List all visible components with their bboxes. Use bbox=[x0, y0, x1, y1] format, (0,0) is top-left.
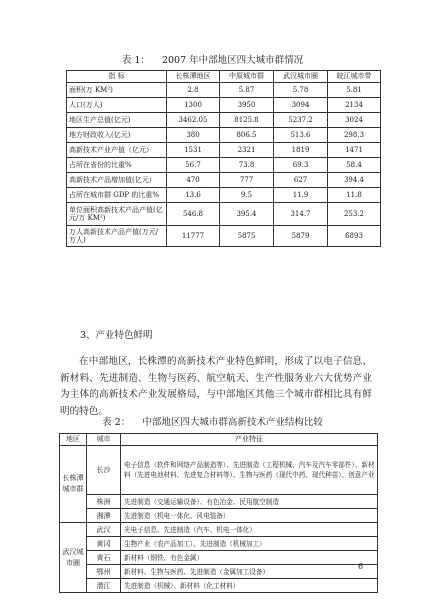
table2-caption: 表 2： 中部地区四大城市群高新技术产业结构比较 bbox=[102, 417, 323, 428]
city-cell: 黄石 bbox=[87, 551, 121, 565]
table1-caption: 表 1： 2007 年中部地区四大城市群情况 bbox=[121, 55, 304, 66]
cell-value: 5.87 bbox=[220, 83, 274, 98]
feature-cell: 光电子信息、先进制造（汽车、机电一体化） bbox=[121, 523, 378, 537]
cell-value: 380 bbox=[167, 128, 220, 143]
table1-header-indicator: 指 标 bbox=[67, 71, 167, 83]
cell-value: 3462.05 bbox=[167, 113, 220, 128]
table-row bbox=[67, 226, 381, 247]
body-paragraph: 在中部地区，长株潭的高新技术产业特色鲜明，形成了以电子信息、新材料、先进制造、生物与医药、航空航天、生产性服务业六大优势产业为主体的高新技术产业发展格局，与中部地区其他三个城市群相比具有鲜明的特色。 bbox=[60, 356, 372, 417]
cell-value: 253.2 bbox=[328, 203, 381, 226]
cell-value: 11.9 bbox=[274, 188, 328, 203]
cell-value: 2321 bbox=[220, 143, 274, 158]
cell-value: 395.4 bbox=[220, 203, 274, 226]
row-label: 高新技术产品增加值(亿元） bbox=[67, 173, 167, 188]
table-row bbox=[67, 203, 381, 226]
region-cell: 长株潭城市群 bbox=[60, 446, 87, 523]
cell-value: 73.8 bbox=[220, 158, 274, 173]
row-label: 人口(万人) bbox=[67, 98, 167, 113]
row-label: 地区生产总值(亿元) bbox=[67, 113, 167, 128]
table-row bbox=[60, 523, 378, 537]
region-cell: 武汉城市圈 bbox=[60, 523, 87, 593]
row-label: 万人高新技术产品产值(万元/万人) bbox=[67, 226, 167, 247]
cell-value: 394.4 bbox=[328, 173, 381, 188]
table-row bbox=[60, 579, 378, 593]
cell-value: 5.81 bbox=[328, 83, 381, 98]
cell-value: 2134 bbox=[328, 98, 381, 113]
cell-value: 11777 bbox=[167, 226, 220, 247]
row-label: 占所在城市群 GDP 的比重% bbox=[67, 188, 167, 203]
city-cell: 鄂州 bbox=[87, 565, 121, 579]
feature-cell: 先进制造（机电一体化、风电装备） bbox=[121, 509, 378, 523]
table1-header-changzhutan: 长株潭地区 bbox=[167, 71, 220, 83]
feature-cell: 新材料、生物与医药、先进制造（金属加工设备） bbox=[121, 565, 378, 579]
table-row bbox=[60, 495, 378, 509]
cell-value: 627 bbox=[274, 173, 328, 188]
cell-value: 13.6 bbox=[167, 188, 220, 203]
cell-value: 6893 bbox=[328, 226, 381, 247]
feature-cell: 先进制造（机械）、新材料（化工材料） bbox=[121, 579, 378, 593]
city-cell: 株洲 bbox=[87, 495, 121, 509]
cell-value: 806.5 bbox=[220, 128, 274, 143]
table-row bbox=[67, 173, 381, 188]
cell-value: 69.3 bbox=[274, 158, 328, 173]
cell-value: 1300 bbox=[167, 98, 220, 113]
table1-header-wanjiang: 皖江城市带 bbox=[328, 71, 381, 83]
city-cell: 湘潭 bbox=[87, 509, 121, 523]
table-row bbox=[67, 158, 381, 173]
row-label: 面积(万 KM²) bbox=[67, 83, 167, 98]
cell-value: 546.8 bbox=[167, 203, 220, 226]
table2-header-feature: 产业特征 bbox=[121, 434, 378, 446]
city-cell: 武汉 bbox=[87, 523, 121, 537]
cell-value: 314.7 bbox=[274, 203, 328, 226]
cell-value: 5879 bbox=[274, 226, 328, 247]
page-number: 6 bbox=[358, 562, 364, 571]
row-label: 占所在省份的比重% bbox=[67, 158, 167, 173]
table-row bbox=[60, 509, 378, 523]
cell-value: 2.8 bbox=[167, 83, 220, 98]
cell-value: 513.6 bbox=[274, 128, 328, 143]
cell-value: 5875 bbox=[220, 226, 274, 247]
cell-value: 3094 bbox=[274, 98, 328, 113]
cell-value: 298.3 bbox=[328, 128, 381, 143]
cell-value: 470 bbox=[167, 173, 220, 188]
row-label: 地方财政收入(亿元) bbox=[67, 128, 167, 143]
table2-header-region: 地区 bbox=[60, 434, 87, 446]
table2-header-row bbox=[60, 434, 378, 446]
cell-value: 5.78 bbox=[274, 83, 328, 98]
feature-cell: 新材料（钢铁、有色金属） bbox=[121, 551, 378, 565]
cell-value: 777 bbox=[220, 173, 274, 188]
city-cell: 黄冈 bbox=[87, 537, 121, 551]
row-label: 单位面积高新技术产品产值(亿元/万 KM²) bbox=[67, 203, 167, 226]
table-row bbox=[67, 143, 381, 158]
table1-header-wuhan: 武汉城市圈 bbox=[274, 71, 328, 83]
cell-value: 9.5 bbox=[220, 188, 274, 203]
row-label: 高新技术产业产值（亿元） bbox=[67, 143, 167, 158]
table-row bbox=[60, 565, 378, 579]
cell-value: 1531 bbox=[167, 143, 220, 158]
table-row bbox=[67, 113, 381, 128]
table-row bbox=[60, 537, 378, 551]
table1-header-row bbox=[67, 71, 381, 83]
table-row bbox=[67, 188, 381, 203]
cell-value: 1819 bbox=[274, 143, 328, 158]
cell-value: 1471 bbox=[328, 143, 381, 158]
cell-value: 3024 bbox=[328, 113, 381, 128]
cell-value: 5237.2 bbox=[274, 113, 328, 128]
section-heading: 3、产业特色鲜明 bbox=[80, 330, 153, 341]
feature-cell: 电子信息（软件和网络产品制造等）、先进制造（工程机械、汽车及汽车零部件）、新材料（先进电池材料、先进复合材料等）、生物与医药（现代中药、现代种苗）、创意产业 bbox=[121, 446, 378, 495]
feature-cell: 先进制造（交通运输设备）、有色冶金、民用航空制造 bbox=[121, 495, 378, 509]
cell-value: 58.4 bbox=[328, 158, 381, 173]
cell-value: 56.7 bbox=[167, 158, 220, 173]
feature-cell: 生物产业（农产品加工）、先进制造（机械加工） bbox=[121, 537, 378, 551]
table2-header-city: 城市 bbox=[87, 434, 121, 446]
table-row bbox=[67, 98, 381, 113]
table1 bbox=[66, 70, 381, 247]
table-row bbox=[67, 128, 381, 143]
table2 bbox=[59, 433, 378, 593]
cell-value: 3950 bbox=[220, 98, 274, 113]
table-row bbox=[67, 83, 381, 98]
cell-value: 8125.8 bbox=[220, 113, 274, 128]
table-row bbox=[60, 446, 378, 495]
cell-value: 11.8 bbox=[328, 188, 381, 203]
table1-header-zhongyuan: 中原城市群 bbox=[220, 71, 274, 83]
city-cell: 潜江 bbox=[87, 579, 121, 593]
city-cell: 长沙 bbox=[87, 446, 121, 495]
table-row bbox=[60, 551, 378, 565]
